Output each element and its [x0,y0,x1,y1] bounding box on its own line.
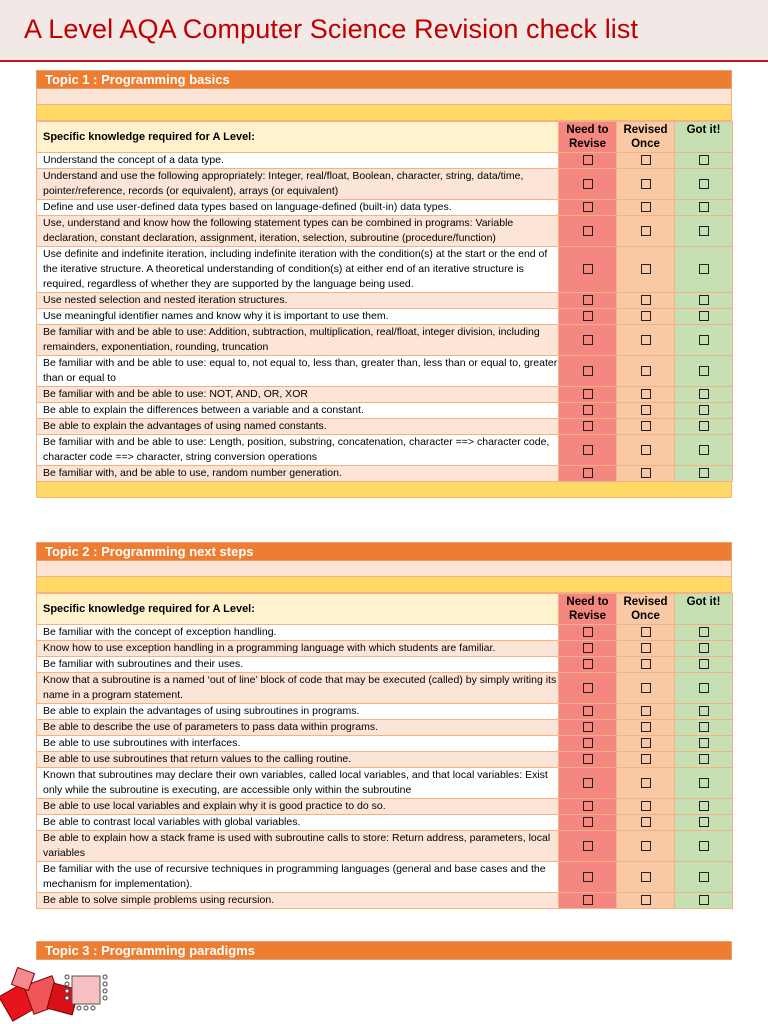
need-to-revise-checkbox[interactable] [583,683,593,693]
need-to-revise-checkbox[interactable] [583,405,593,415]
need-to-revise-header: Need to Revise [559,594,617,625]
need-to-revise-cell [559,799,617,815]
got-it-cell [675,862,733,893]
got-it-cell [675,736,733,752]
need-to-revise-checkbox[interactable] [583,226,593,236]
revised-once-cell [617,387,675,403]
need-to-revise-checkbox[interactable] [583,445,593,455]
revised-once-checkbox[interactable] [641,468,651,478]
got-it-checkbox[interactable] [699,226,709,236]
got-it-cell [675,216,733,247]
need-to-revise-cell [559,356,617,387]
got-it-checkbox[interactable] [699,627,709,637]
checklist-row [37,403,733,419]
checklist-row [37,435,733,466]
topic-band [36,105,732,121]
topic-header: Topic 3 : Programming paradigms [36,941,732,960]
revised-once-checkbox[interactable] [641,683,651,693]
revised-once-checkbox[interactable] [641,627,651,637]
revised-once-checkbox[interactable] [641,659,651,669]
need-to-revise-cell [559,752,617,768]
knowledge-item: Understand and use the following appropriately: Integer, real/float, Boolean, character, string, data/time, pointer/reference, records (or equivalent), arrays (or equivalent) [37,169,559,200]
need-to-revise-cell [559,293,617,309]
knowledge-item: Be familiar with and be able to use: Addition, subtraction, multiplication, real/float, integer division, including remainders, exponentiation, rounding, truncation [37,325,559,356]
checklist-row [37,862,733,893]
got-it-cell [675,293,733,309]
need-to-revise-checkbox[interactable] [583,722,593,732]
got-it-checkbox[interactable] [699,405,709,415]
need-to-revise-checkbox[interactable] [583,421,593,431]
revised-once-checkbox[interactable] [641,264,651,274]
got-it-checkbox[interactable] [699,389,709,399]
need-to-revise-checkbox[interactable] [583,468,593,478]
got-it-cell [675,435,733,466]
checklist-row [37,293,733,309]
got-it-checkbox[interactable] [699,366,709,376]
revised-once-cell [617,641,675,657]
got-it-checkbox[interactable] [699,295,709,305]
revised-once-checkbox[interactable] [641,389,651,399]
revised-once-cell [617,419,675,435]
revised-once-cell [617,435,675,466]
got-it-checkbox[interactable] [699,445,709,455]
revised-once-checkbox[interactable] [641,295,651,305]
revised-once-checkbox[interactable] [641,895,651,905]
revised-once-header: Revised Once [617,122,675,153]
got-it-checkbox[interactable] [699,421,709,431]
got-it-cell [675,200,733,216]
got-it-checkbox[interactable] [699,801,709,811]
got-it-checkbox[interactable] [699,841,709,851]
revised-once-cell [617,293,675,309]
got-it-checkbox[interactable] [699,722,709,732]
revised-once-checkbox[interactable] [641,202,651,212]
revised-once-checkbox[interactable] [641,366,651,376]
got-it-cell [675,169,733,200]
checklist-row [37,673,733,704]
need-to-revise-checkbox[interactable] [583,202,593,212]
knowledge-item: Be familiar with and be able to use: equal to, not equal to, less than, greater than, less than or equal to, greater than or equal to [37,356,559,387]
revised-once-checkbox[interactable] [641,778,651,788]
need-to-revise-checkbox[interactable] [583,627,593,637]
knowledge-item: Be able to explain the differences between a variable and a constant. [37,403,559,419]
need-to-revise-cell [559,169,617,200]
got-it-header: Got it! [675,122,733,153]
got-it-checkbox[interactable] [699,683,709,693]
revised-once-cell [617,625,675,641]
got-it-header: Got it! [675,594,733,625]
knowledge-item: Be able to explain the advantages of using named constants. [37,419,559,435]
knowledge-item: Be familiar with and be able to use: NOT, AND, OR, XOR [37,387,559,403]
got-it-cell [675,325,733,356]
checklist-row [37,200,733,216]
need-to-revise-header: Need to Revise [559,122,617,153]
checklist-row [37,704,733,720]
revised-once-cell [617,752,675,768]
revised-once-checkbox[interactable] [641,311,651,321]
need-to-revise-checkbox[interactable] [583,817,593,827]
revised-once-cell [617,216,675,247]
got-it-checkbox[interactable] [699,872,709,882]
revised-once-header: Revised Once [617,594,675,625]
checklist-row [37,309,733,325]
need-to-revise-cell [559,403,617,419]
need-to-revise-checkbox[interactable] [583,801,593,811]
revised-once-cell [617,815,675,831]
revised-once-checkbox[interactable] [641,179,651,189]
title-bar [0,0,768,62]
need-to-revise-cell [559,435,617,466]
revised-once-cell [617,673,675,704]
checklist-row [37,641,733,657]
need-to-revise-checkbox[interactable] [583,311,593,321]
revised-once-cell [617,831,675,862]
got-it-cell [675,799,733,815]
checklist-row [37,247,733,293]
knowledge-item: Be able to explain how a stack frame is used with subroutine calls to store: Return address, parameters, local variables [37,831,559,862]
checklist-row [37,893,733,909]
need-to-revise-checkbox[interactable] [583,659,593,669]
topic-header: Topic 2 : Programming next steps [36,542,732,561]
revised-once-checkbox[interactable] [641,738,651,748]
got-it-cell [675,752,733,768]
got-it-cell [675,704,733,720]
revised-once-cell [617,657,675,673]
got-it-checkbox[interactable] [699,179,709,189]
revised-once-checkbox[interactable] [641,335,651,345]
got-it-checkbox[interactable] [699,335,709,345]
revised-once-cell [617,704,675,720]
knowledge-item: Be able to use local variables and explain why it is good practice to do so. [37,799,559,815]
revised-once-checkbox[interactable] [641,226,651,236]
checklist-row [37,720,733,736]
checklist-row [37,356,733,387]
got-it-checkbox[interactable] [699,202,709,212]
knowledge-item: Use, understand and know how the following statement types can be combined in programs: Variable declaration, constant declaration, assignment, iteration, selection, subroutine (procedure/function) [37,216,559,247]
checklist-row [37,625,733,641]
checklist-row [37,736,733,752]
knowledge-item: Be able to describe the use of parameters to pass data within programs. [37,720,559,736]
revised-once-cell [617,736,675,752]
checklist-table [36,121,733,482]
checklist-row [37,216,733,247]
need-to-revise-cell [559,862,617,893]
checklist-row [37,169,733,200]
revised-once-cell [617,893,675,909]
got-it-cell [675,641,733,657]
revised-once-cell [617,325,675,356]
revised-once-cell [617,403,675,419]
checklist-row [37,831,733,862]
knowledge-item: Be able to use subroutines with interfaces. [37,736,559,752]
got-it-cell [675,657,733,673]
knowledge-item: Use definite and indefinite iteration, including indefinite iteration with the condition(s) at the start or the end of the iterative structure. A theoretical understanding of condition(s) at either end of an iterative structure is required, regardless of whether they are supported by the language being used. [37,247,559,293]
topic-header: Topic 1 : Programming basics [36,70,732,89]
need-to-revise-cell [559,216,617,247]
need-to-revise-checkbox[interactable] [583,389,593,399]
decorative-logo [0,962,120,1024]
revised-once-cell [617,768,675,799]
revised-once-checkbox[interactable] [641,643,651,653]
need-to-revise-cell [559,247,617,293]
knowledge-item: Use nested selection and nested iteration structures. [37,293,559,309]
revised-once-cell [617,799,675,815]
topic-band [36,561,732,577]
got-it-checkbox[interactable] [699,738,709,748]
need-to-revise-cell [559,200,617,216]
got-it-cell [675,625,733,641]
need-to-revise-checkbox[interactable] [583,778,593,788]
need-to-revise-cell [559,153,617,169]
need-to-revise-checkbox[interactable] [583,155,593,165]
got-it-cell [675,815,733,831]
knowledge-item: Be able to contrast local variables with global variables. [37,815,559,831]
got-it-cell [675,673,733,704]
revised-once-checkbox[interactable] [641,754,651,764]
knowledge-item: Known that subroutines may declare their own variables, called local variables, and that local variables: Exist only while the subroutine is executing, are accessible only within the subroutine [37,768,559,799]
got-it-checkbox[interactable] [699,264,709,274]
got-it-cell [675,466,733,482]
got-it-cell [675,419,733,435]
revised-once-checkbox[interactable] [641,872,651,882]
got-it-cell [675,403,733,419]
knowledge-item: Define and use user-defined data types based on language-defined (built-in) data types. [37,200,559,216]
need-to-revise-checkbox[interactable] [583,754,593,764]
checklist-row [37,419,733,435]
got-it-checkbox[interactable] [699,468,709,478]
revised-once-cell [617,200,675,216]
got-it-cell [675,356,733,387]
revised-once-cell [617,247,675,293]
checklist-row [37,815,733,831]
revised-once-cell [617,309,675,325]
revised-once-checkbox[interactable] [641,817,651,827]
need-to-revise-checkbox[interactable] [583,335,593,345]
checklist-row [37,799,733,815]
need-to-revise-checkbox[interactable] [583,179,593,189]
need-to-revise-cell [559,893,617,909]
need-to-revise-checkbox[interactable] [583,295,593,305]
got-it-checkbox[interactable] [699,778,709,788]
got-it-checkbox[interactable] [699,895,709,905]
got-it-checkbox[interactable] [699,659,709,669]
checklist-table [36,593,733,909]
need-to-revise-checkbox[interactable] [583,706,593,716]
got-it-checkbox[interactable] [699,155,709,165]
topic-section-3 [36,941,732,960]
checklist-row [37,387,733,403]
checklist-row [37,768,733,799]
need-to-revise-cell [559,641,617,657]
got-it-cell [675,720,733,736]
knowledge-item: Be able to use subroutines that return values to the calling routine. [37,752,559,768]
knowledge-item: Be able to solve simple problems using recursion. [37,893,559,909]
need-to-revise-cell [559,325,617,356]
checklist-row [37,153,733,169]
need-to-revise-cell [559,387,617,403]
revised-once-cell [617,466,675,482]
knowledge-item: Understand the concept of a data type. [37,153,559,169]
knowledge-item: Be familiar with, and be able to use, random number generation. [37,466,559,482]
knowledge-item: Know that a subroutine is a named ‘out of line’ block of code that may be executed (called) by simply writing its name in a program statement. [37,673,559,704]
need-to-revise-checkbox[interactable] [583,643,593,653]
need-to-revise-checkbox[interactable] [583,841,593,851]
revised-once-checkbox[interactable] [641,155,651,165]
got-it-cell [675,247,733,293]
got-it-cell [675,309,733,325]
page-title: A Level AQA Computer Science Revision check list [24,14,639,44]
topic-section-1 [36,70,732,498]
need-to-revise-cell [559,673,617,704]
revised-once-checkbox[interactable] [641,722,651,732]
got-it-checkbox[interactable] [699,311,709,321]
revised-once-checkbox[interactable] [641,445,651,455]
got-it-cell [675,387,733,403]
checklist-row [37,466,733,482]
column-header-row [37,594,733,625]
revised-once-cell [617,169,675,200]
checklist-row [37,752,733,768]
got-it-cell [675,893,733,909]
got-it-cell [675,768,733,799]
need-to-revise-cell [559,736,617,752]
got-it-checkbox[interactable] [699,817,709,827]
revised-once-checkbox[interactable] [641,421,651,431]
got-it-cell [675,831,733,862]
revised-once-checkbox[interactable] [641,405,651,415]
need-to-revise-cell [559,720,617,736]
knowledge-item: Know how to use exception handling in a programming language with which students are familiar. [37,641,559,657]
got-it-checkbox[interactable] [699,643,709,653]
need-to-revise-cell [559,831,617,862]
need-to-revise-checkbox[interactable] [583,738,593,748]
knowledge-item: Be familiar with the use of recursive techniques in programming languages (general and base cases and the mechanism for implementation). [37,862,559,893]
topic-section-2 [36,542,732,909]
knowledge-header: Specific knowledge required for A Level: [37,122,559,153]
checklist-row [37,657,733,673]
knowledge-item: Be able to explain the advantages of using subroutines in programs. [37,704,559,720]
need-to-revise-cell [559,309,617,325]
need-to-revise-cell [559,419,617,435]
topic-band [36,482,732,498]
need-to-revise-cell [559,704,617,720]
need-to-revise-checkbox[interactable] [583,366,593,376]
knowledge-item: Be familiar with and be able to use: Length, position, substring, concatenation, character ==> character code, character code ==> character, string conversion operations [37,435,559,466]
got-it-cell [675,153,733,169]
topic-band [36,89,732,105]
need-to-revise-checkbox[interactable] [583,264,593,274]
knowledge-item: Use meaningful identifier names and know why it is important to use them. [37,309,559,325]
need-to-revise-checkbox[interactable] [583,872,593,882]
need-to-revise-cell [559,657,617,673]
column-header-row [37,122,733,153]
revised-once-cell [617,862,675,893]
revised-once-cell [617,153,675,169]
checklist-row [37,325,733,356]
need-to-revise-cell [559,768,617,799]
knowledge-header: Specific knowledge required for A Level: [37,594,559,625]
revised-once-checkbox[interactable] [641,706,651,716]
need-to-revise-cell [559,466,617,482]
knowledge-item: Be familiar with the concept of exception handling. [37,625,559,641]
got-it-checkbox[interactable] [699,754,709,764]
topic-band [36,577,732,593]
revised-once-checkbox[interactable] [641,801,651,811]
revised-once-cell [617,720,675,736]
knowledge-item: Be familiar with subroutines and their uses. [37,657,559,673]
need-to-revise-cell [559,625,617,641]
got-it-checkbox[interactable] [699,706,709,716]
revised-once-checkbox[interactable] [641,841,651,851]
need-to-revise-cell [559,815,617,831]
revised-once-cell [617,356,675,387]
need-to-revise-checkbox[interactable] [583,895,593,905]
